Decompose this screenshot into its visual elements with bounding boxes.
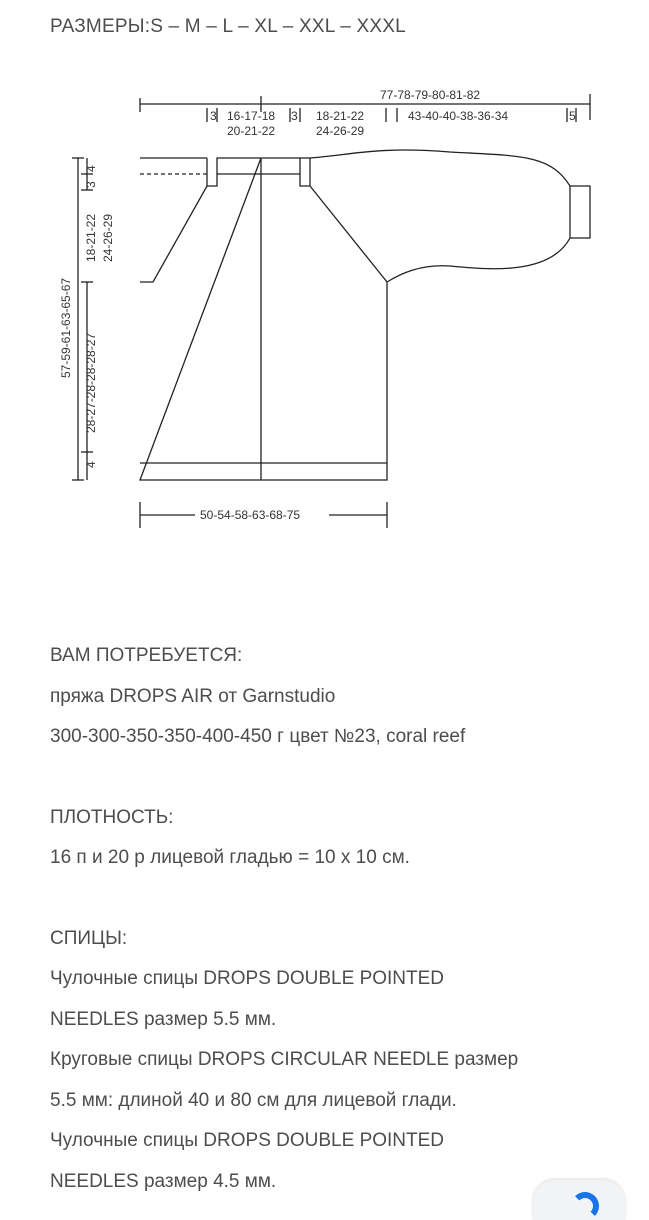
armhole-label-1: 18-21-22 — [84, 213, 98, 262]
sleeve-outline — [310, 150, 570, 282]
needles-line: Чулочные спицы DROPS DOUBLE POINTED — [50, 1130, 445, 1151]
raglan-width-label-1: 18-21-22 — [316, 109, 365, 123]
garment-schematic — [50, 70, 602, 540]
body-outline — [140, 158, 387, 480]
cuff-outline — [570, 186, 590, 238]
left-body-label: 28-27-28-28-28-27 — [84, 332, 98, 433]
sleeve-length-label: 43-40-40-38-36-34 — [408, 109, 509, 123]
left-total-label: 57-59-61-63-65-67 — [59, 277, 73, 378]
pattern-info — [50, 636, 610, 1202]
needles-heading: СПИЦЫ: — [50, 927, 128, 949]
needles-line: 5.5 мм: длиной 40 и 80 см для лицевой глади. — [50, 1089, 457, 1111]
sizes-line: РАЗМЕРЫ:S – M – L – XL – XXL – XXXL — [50, 16, 406, 37]
neck-width-label-1: 16-17-18 — [227, 109, 276, 123]
gauge-line: 16 п и 20 р лицевой гладью = 10 x 10 см. — [50, 847, 410, 868]
seg-3b-label: 3 — [291, 109, 298, 123]
materials-line: 300-300-350-350-400-450 г цвет №23, coral reef — [50, 726, 466, 747]
materials-heading: ВАМ ПОТРЕБУЕТСЯ: — [50, 645, 243, 666]
recaptcha-icon — [571, 1192, 599, 1220]
bottom-width-label: 50-54-58-63-68-75 — [200, 508, 301, 522]
left-top-4-label: 4 — [84, 165, 98, 172]
left-rib-label: 4 — [84, 461, 98, 468]
armhole-label-2: 24-26-29 — [101, 213, 115, 262]
needles-line: NEEDLES размер 5.5 мм. — [50, 1008, 277, 1030]
recaptcha-badge[interactable] — [533, 1180, 625, 1220]
seg-3a-label: 3 — [210, 109, 217, 123]
gauge-heading: ПЛОТНОСТЬ: — [50, 806, 174, 828]
needles-line: NEEDLES размер 4.5 мм. — [50, 1170, 277, 1192]
neck-width-label-2: 20-21-22 — [227, 124, 276, 138]
materials-line: пряжа DROPS AIR от Garnstudio — [50, 685, 336, 707]
cuff-width-label: 5 — [569, 109, 576, 123]
needles-line: Чулочные спицы DROPS DOUBLE POINTED — [50, 968, 445, 989]
left-top-3-label: 3 — [84, 181, 98, 188]
raglan-width-label-2: 24-26-29 — [316, 124, 365, 138]
top-total-label: 77-78-79-80-81-82 — [380, 88, 481, 102]
needles-line: Круговые спицы DROPS CIRCULAR NEEDLE размер — [50, 1049, 519, 1070]
